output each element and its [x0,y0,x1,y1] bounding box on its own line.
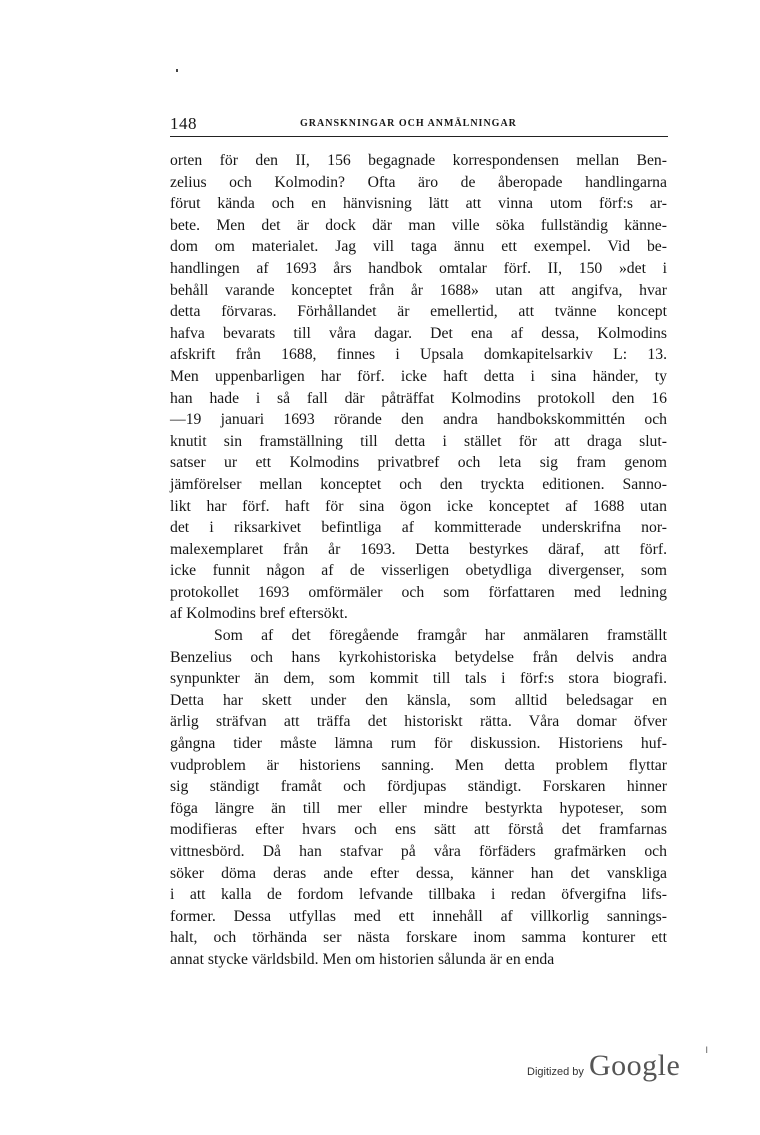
text-line: vudproblem är historiens sanning. Men detta problem flyttar [170,756,667,774]
text-line: hafva bevarats till våra dagar. Det ena af dessa, Kolmodins [170,324,667,342]
text-line: ärlig sträfvan att träffa det historiskt rätta. Våra domar öfver [170,713,667,731]
text-line: modifieras efter hvars och ens sätt att förstå det framfarnas [170,821,667,839]
text-line: annat stycke världsbild. Men om historien sålunda är en enda [170,950,555,968]
text-line: Detta har skett under den känsla, som alltid beledsagar en [170,691,667,709]
text-line: i att kalla de fordom lefvande tillbaka i redan öfvergifna lifs- [170,886,667,904]
text-line: af Kolmodins bref eftersökt. [170,605,348,623]
text-line: jämförelser mellan konceptet och den tryckta editionen. Sanno- [170,475,667,493]
text-line: malexemplaret från år 1693. Detta bestyrkes däraf, att förf. [170,540,667,558]
page-header [170,114,668,137]
text-line: bete. Men det är dock där man ville söka fullständig känne- [170,216,667,234]
text-line: föga längre än till mer eller mindre bestyrkta hypoteser, som [170,799,667,817]
text-line: protokollet 1693 omförmäler och som författaren med ledning [170,583,667,601]
running-title: GRANSKNINGAR OCH ANMÄLNINGAR [300,118,517,129]
text-line: detta förvaras. Förhållandet är emellertid, att tvänne koncept [170,303,667,321]
text-line: dom om materialet. Jag vill taga ännu ett exempel. Vid be- [170,238,667,256]
text-line: knutit sin framställning till detta i stället för att draga slut- [170,432,667,450]
text-line: orten för den II, 156 begagnade korrespondensen mellan Ben- [170,152,667,169]
text-line: behåll varande konceptet från år 1688» utan att angifva, hvar [170,281,667,299]
scan-speck [176,69,178,72]
text-line: handlingen af 1693 års handbok omtalar förf. II, 150 »det i [170,259,667,277]
text-line: zelius och Kolmodin? Ofta äro de åberopade handlingarna [170,173,667,191]
paragraph-2 [170,625,667,971]
text-line: vittnesbörd. Då han stafvar på våra förfäders grafmärken och [170,843,667,860]
text-line: —19 januari 1693 rörande den andra handbokskommittén och [170,411,667,429]
text-line: satser ur ett Kolmodins privatbref och leta sig fram genom [170,454,667,472]
text-line: gångna tider måste lämna rum för diskussion. Historiens huf- [170,735,667,753]
paragraph-1 [170,150,667,625]
text-line: förut kända och en hänvisning lätt att vinna utom förf:s ar- [170,195,667,213]
text-line: Benzelius och hans kyrkohistoriska betydelse från delvis andra [170,648,667,666]
text-line: söker döma deras ande efter dessa, känner han det vanskliga [170,864,667,882]
text-line: likt har förf. haft för sina ögon icke konceptet af 1688 utan [170,497,667,515]
text-line: afskrift från 1688, finnes i Upsala domkapitelsarkiv L: 13. [170,346,667,364]
text-line: Som af det föregående framgår har anmälaren framställt [214,627,667,645]
watermark-prefix: Digitized by [527,1066,584,1078]
google-watermark [527,1049,687,1089]
text-line: han hade i så fall där påträffat Kolmodins protokoll den 16 [170,389,667,407]
text-line: former. Dessa utfyllas med ett innehåll af villkorlig sannings- [170,907,667,925]
text-line: halt, och törhända ser nästa forskare inom samma konturer ett [170,929,667,947]
text-line: synpunkter än dem, som kommit till tals i förf:s stora biografi. [170,670,667,688]
page-number: 148 [170,114,197,133]
text-line: icke funnit någon af de visserligen obetydliga divergenser, som [170,562,667,580]
body-text [170,150,667,971]
text-line: Men uppenbarligen har förf. icke haft detta i sina händer, ty [170,367,667,385]
text-line: det i riksarkivet befintliga af kommitterade underskrifna nor- [170,519,667,537]
edge-mark: ı [705,1042,709,1056]
text-line: sig ständigt framåt och fördjupas ständigt. Forskaren hinner [170,778,667,796]
google-logo: Google [588,1049,681,1082]
